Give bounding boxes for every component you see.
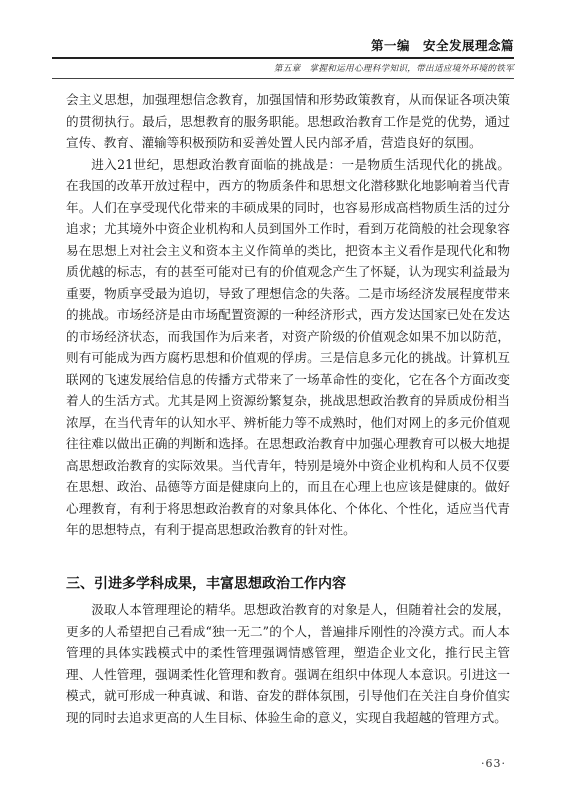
paragraph-humanistic-management: 汲取人本管理理论的精华。思想政治教育的对象是人，但随着社会的发展，更多的人希望把自己看成“独一无二”的个人，普遍排斥刚性的冷漠方式。而人本管理的具体实践模式中的柔性管理强调情感管理，塑造企业文化，推行民主管理、人性管理，强调柔性化管理和教育。强调在组织中体现人本意识。引进这一模式，就可形成一种真诚、和谐、奋发的群体氛围，引导他们在关注自身价值实现的同时去追求更高的人生目标、体验生命的意义，实现自我超越的管理方式。 (66, 602, 510, 725)
body-text-section (66, 599, 510, 728)
running-header-part-title: 第一编 安全发展理念篇 (370, 38, 514, 53)
header-rule (52, 57, 514, 59)
paragraph-challenges: 进入21世纪，思想政治教育面临的挑战是：一是物质生活现代化的挑战。在我国的改革开放过程中，西方的物质条件和思想文化潜移默化地影响着当代青年。人们在享受现代化带来的丰硕成果的同时，也容易形成高档物质生活的过分追求；尤其境外中资企业机构和人员到国外工作时，看到万花筒般的社会现象容易在思想上对社会主义和资本主义作简单的类比，把资本主义看作是现代化和物质优越的标志，有的甚至可能对已有的价值观念产生了怀疑，认为现实利益最为重要，物质享受最为追切，导致了理想信念的失落。二是市场经济发展程度带来的挑战。市场经济是由市场配置资源的一种经济形式，西方发达国家已处在发达的市场经济状态，而我国作为后来者，对资产阶级的价值观念如果不加以防范，则有可能成为西方腐朽思想和价值观的俘虏。三是信息多元化的挑战。计算机互联网的飞速发展给信息的传播方式带来了一场革命性的变化，它在各个方面改变着人的生活方式。尤其是网上资源纷繁复杂，挑战思想政治教育的异质成份相当浓厚，在当代青年的认知水平、辨析能力等不成熟时，他们对网上的多元价值观往往难以做出正确的判断和选择。在思想政治教育中加强心理教育可以极大地提高思想政治教育的实际效果。当代青年，特别是境外中资企业机构和人员不仅要在思想、政治、品德等方面是健康向上的，而且在心理上也应该是健康的。做好心理教育，有利于将思想政治教育的对象具体化、个体化、个性化，适应当代青年的思想特点，有利于提高思想政治教育的针对性。 (66, 156, 510, 537)
section-heading: 三、引进多学科成果，丰富思想政治工作内容 (66, 576, 346, 592)
running-header-chapter-title: 第五章 掌握和运用心理科学知识，带出适应境外环境的铁军 (273, 64, 514, 74)
page-number: ·63· (481, 757, 506, 770)
paragraph-continued: 会主义思想，加强理想信念教育，加强国情和形势政策教育，从而保证各项决策的贯彻执行。最后，思想教育的服务职能。思想政治教育工作是党的优势，通过宣传、教育、灌输等积极预防和妥善处置人民内部矛盾，营造良好的氛围。 (66, 92, 510, 150)
header-subrule (52, 78, 514, 79)
body-text-top (66, 89, 510, 541)
